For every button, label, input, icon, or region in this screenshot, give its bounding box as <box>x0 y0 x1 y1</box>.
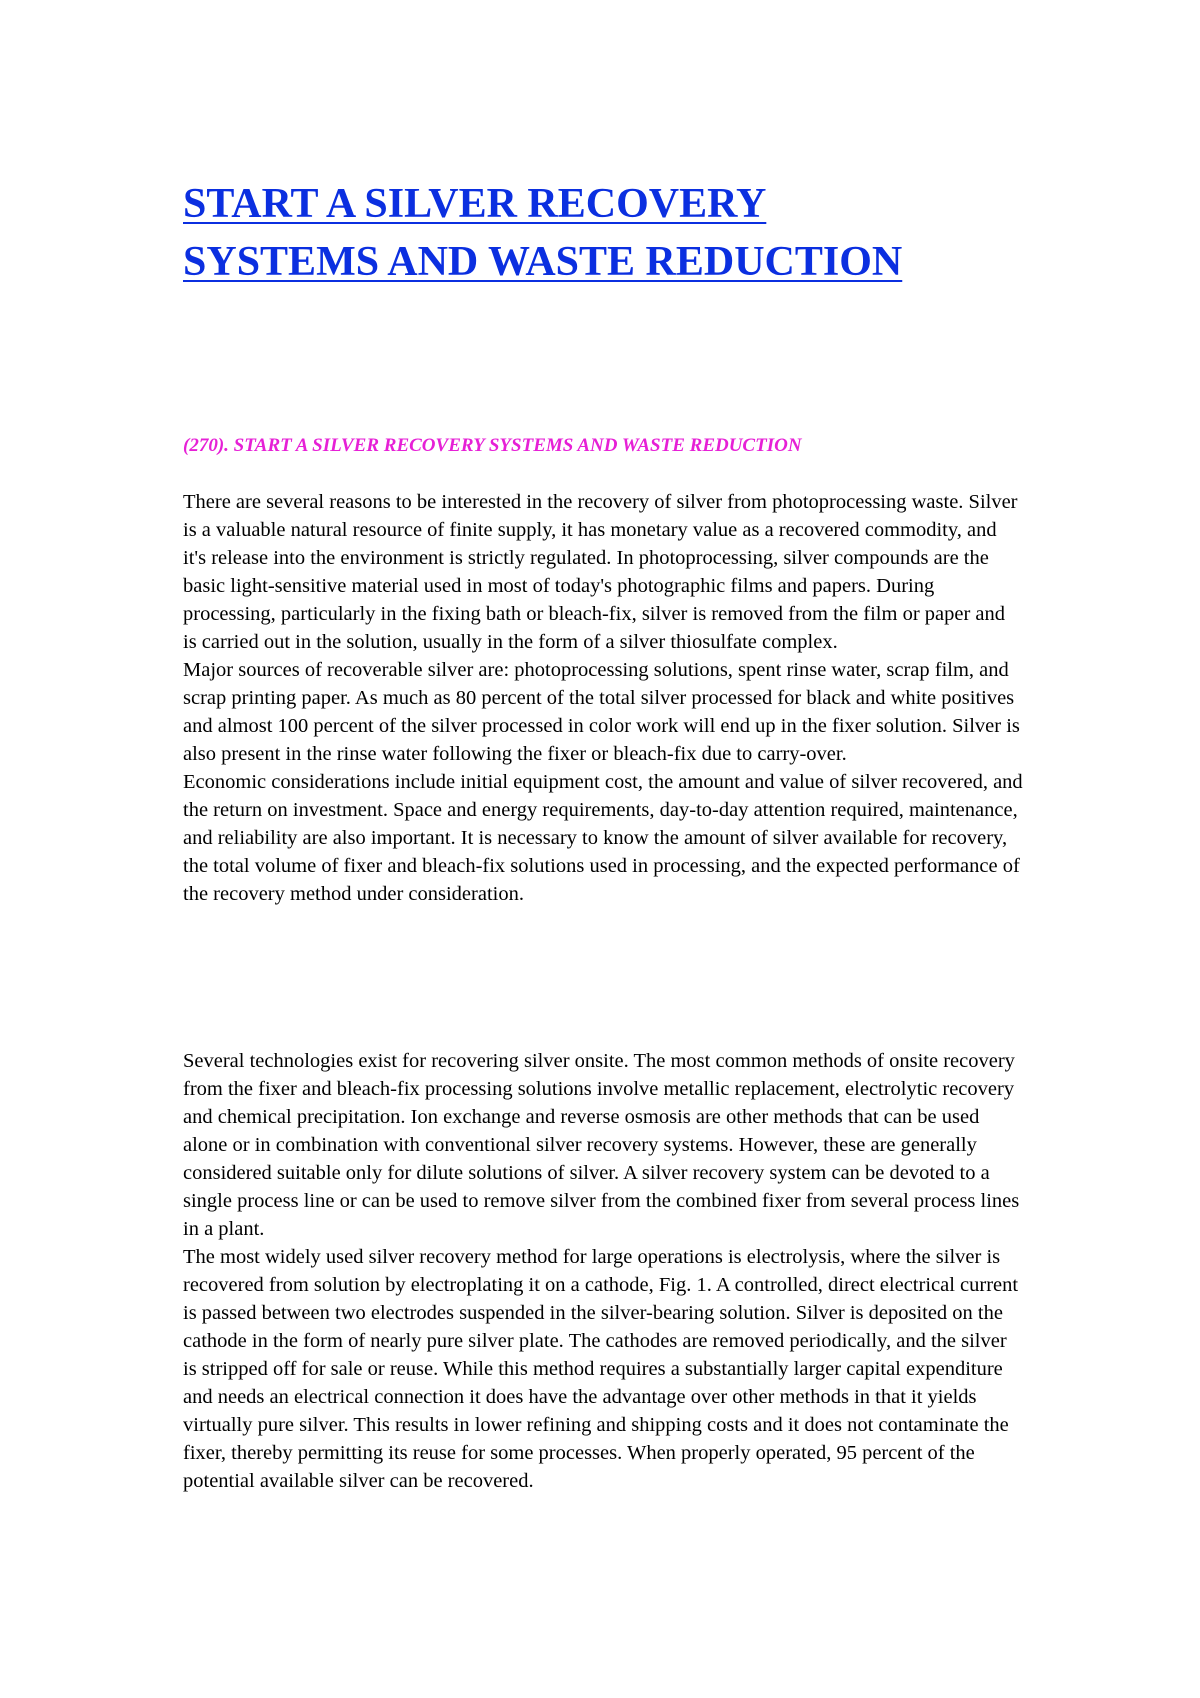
body-paragraph: The most widely used silver recovery method for large operations is electrolysis, where the silver is recovered from solution by electroplating it on a cathode, Fig. 1. A controlled, direct electrical current is passed between two electrodes suspended in the silver-bearing solution. Silver is deposited on the cathode in the form of nearly pure silver plate. The cathodes are removed periodically, and the silver is stripped off for sale or reuse. While this method requires a substantially larger capital expenditure and needs an electrical connection it does have the advantage over other methods in that it yields virtually pure silver. This results in lower refining and shipping costs and it does not contaminate the fixer, thereby permitting its reuse for some processes. When properly operated, 95 percent of the potential available silver can be recovered. <box>183 1246 1019 1492</box>
page-title-line-2: SYSTEMS AND WASTE REDUCTION <box>183 239 903 285</box>
body-paragraph: There are several reasons to be interested in the recovery of silver from photoprocessing waste. Silver is a valuable natural resource of finite supply, it has monetary value as a recovered commodity, and it's release into the environment is strictly regulated. In photoprocessing, silver compounds are the basic light-sensitive material used in most of today's photographic films and papers. During processing, particularly in the fixing bath or bleach-fix, silver is removed from the film or paper and is carried out in the solution, usually in the form of a silver thiosulfate complex. <box>183 491 1018 653</box>
body-section-1 <box>183 488 1023 908</box>
body-paragraph: Major sources of recoverable silver are: photoprocessing solutions, spent rinse water, scrap film, and scrap printing paper. As much as 80 percent of the total silver processed for black and white positives and almost 100 percent of the silver processed in color work will end up in the fixer solution. Silver is also present in the rinse water following the fixer or bleach-fix due to carry-over. <box>183 659 1020 765</box>
section-subheading: (270). START A SILVER RECOVERY SYSTEMS AND WASTE REDUCTION <box>183 435 802 456</box>
body-paragraph: Several technologies exist for recovering silver onsite. The most common methods of onsite recovery from the fixer and bleach-fix processing solutions involve metallic replacement, electrolytic recovery and chemical precipitation. Ion exchange and reverse osmosis are other methods that can be used alone or in combination with conventional silver recovery systems. However, these are generally considered suitable only for dilute solutions of silver. A silver recovery system can be devoted to a single process line or can be used to remove silver from the combined fixer from several process lines in a plant. <box>183 1050 1020 1240</box>
body-paragraph: Economic considerations include initial equipment cost, the amount and value of silver recovered, and the return on investment. Space and energy requirements, day-to-day attention required, maintenance, and reliability are also important. It is necessary to know the amount of silver available for recovery, the total volume of fixer and bleach-fix solutions used in processing, and the expected performance of the recovery method under consideration. <box>183 771 1023 905</box>
page-title <box>183 175 1033 291</box>
body-section-2 <box>183 1047 1023 1495</box>
page-title-line-1: START A SILVER RECOVERY <box>183 181 767 227</box>
